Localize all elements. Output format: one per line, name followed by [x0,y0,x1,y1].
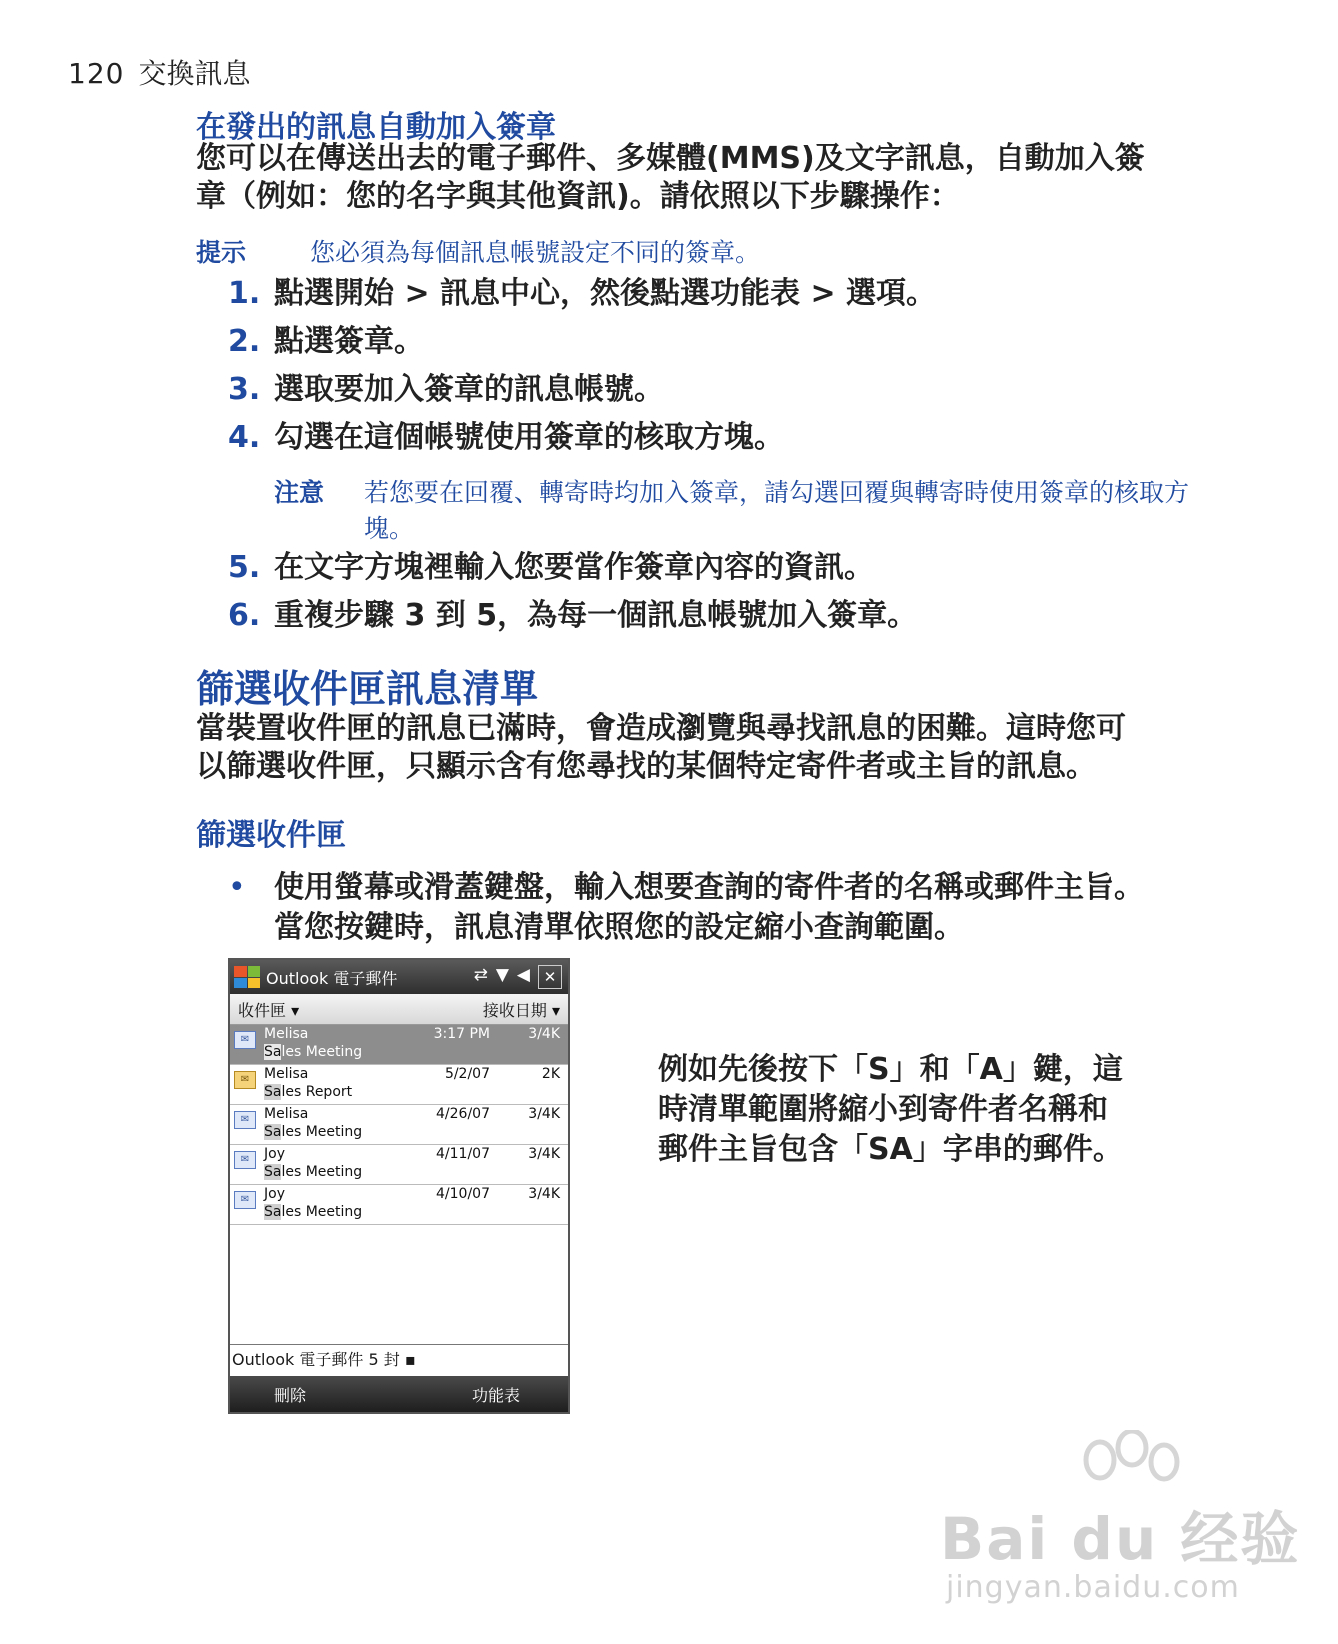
phone-title-bar [230,960,568,994]
open-envelope-icon: ✉ [234,1071,256,1089]
subject-highlight: Sa [264,1084,282,1100]
message-row[interactable] [230,1145,568,1185]
message-sender: Joy [264,1186,285,1202]
softkey-bar [230,1376,568,1412]
connectivity-icon[interactable]: ⇄ [473,965,488,985]
step-number: 1. [228,276,261,311]
message-subject [264,1164,362,1180]
step-text: 在文字方塊裡輸入您要當作簽章內容的資訊。 [274,550,874,585]
watermark-url: jingyan.baidu.com [946,1570,1240,1605]
menu-softkey[interactable]: 功能表 [471,1385,520,1405]
subject-rest: les Meeting [281,1124,363,1140]
subject-rest: les Meeting [281,1044,363,1060]
filter-intro-line-2: 以篩選收件匣，只顯示含有您尋找的某個特定寄件者或主旨的訊息。 [196,749,1096,784]
signal-icon[interactable]: ▼ [495,965,509,985]
note-label: 注意 [274,478,325,507]
step-text: 點選簽章。 [274,324,424,359]
step-text: 勾選在這個帳號使用簽章的核取方塊。 [274,420,784,455]
signature-intro-line-1: 您可以在傳送出去的電子郵件、多媒體(MMS)及文字訊息，自動加入簽 [196,141,1145,176]
section-title-filter: 篩選收件匣訊息清單 [196,667,539,711]
step-6 [228,590,917,634]
subject-rest: les Report [281,1084,353,1100]
filter-intro-line-1: 當裝置收件匣的訊息已滿時，會造成瀏覽與尋找訊息的困難。這時您可 [196,711,1126,746]
message-sender: Melisa [264,1026,309,1042]
message-row[interactable] [230,1105,568,1145]
message-size: 2K [541,1066,560,1082]
step-number: 5. [228,550,261,585]
subject-highlight: Sa [264,1204,282,1220]
step-number: 6. [228,598,261,633]
step-2 [228,316,424,360]
tip [196,233,760,269]
page-header [68,52,250,92]
subsection-title-filter-inbox: 篩選收件匣 [196,818,346,853]
message-size: 3/4K [528,1146,560,1162]
close-icon[interactable]: ✕ [538,965,562,989]
subject-highlight: Sa [264,1044,282,1060]
message-count-status[interactable]: Outlook 電子郵件 5 封 ▪ [230,1344,568,1376]
envelope-icon: ✉ [234,1151,256,1169]
step-number: 2. [228,324,261,359]
step-3 [228,364,664,408]
message-time: 4/10/07 [436,1186,490,1202]
message-subject [264,1204,362,1220]
step-number: 4. [228,420,261,455]
caption-line-2: 時清單範圍將縮小到寄件者名稱和 [658,1092,1108,1127]
bullet-text [274,868,1208,948]
envelope-icon: ✉ [234,1031,256,1049]
filter-intro [196,710,1196,786]
step-4 [228,412,784,456]
step-text: 重複步驟 3 到 5，為每一個訊息帳號加入簽章。 [274,598,918,633]
bullet-item [228,868,1208,948]
list-header [230,994,568,1025]
note [274,475,1194,547]
bullet-line-1: 使用螢幕或滑蓋鍵盤，輸入想要查詢的寄件者的名稱或郵件主旨。 [274,870,1144,905]
subject-highlight: Sa [264,1124,282,1140]
step-number: 3. [228,372,261,407]
message-size: 3/4K [528,1026,560,1042]
message-row[interactable] [230,1065,568,1105]
chapter-title: 交換訊息 [138,57,251,90]
page-number: 120 [68,57,125,90]
message-subject [264,1044,362,1060]
subject-rest: les Meeting [281,1204,363,1220]
subject-highlight: Sa [264,1164,282,1180]
message-size: 3/4K [528,1106,560,1122]
signature-intro [196,140,1196,216]
message-time: 4/26/07 [436,1106,490,1122]
sort-dropdown[interactable]: 接收日期 ▾ [482,1000,560,1020]
message-time: 3:17 PM [433,1026,490,1042]
folder-dropdown[interactable]: 收件匣 ▾ [238,1000,300,1020]
message-subject [264,1084,352,1100]
step-text: 點選開始 > 訊息中心，然後點選功能表 > 選項。 [274,276,937,311]
phone-screenshot [228,958,570,1414]
section-title-signature: 在發出的訊息自動加入簽章 [196,110,556,145]
watermark-brand: Bai du 经验 [940,1505,1301,1573]
message-size: 3/4K [528,1186,560,1202]
app-title: Outlook 電子郵件 [266,968,398,988]
volume-icon[interactable]: ◀ [516,965,530,985]
caption-line-3: 郵件主旨包含「SA」字串的郵件。 [658,1132,1123,1167]
screenshot-caption [658,1050,1138,1170]
message-sender: Melisa [264,1106,309,1122]
step-1 [228,268,936,312]
step-text: 選取要加入簽章的訊息帳號。 [274,372,664,407]
signature-intro-line-2: 章（例如：您的名字與其他資訊)。請依照以下步驟操作： [196,179,960,214]
envelope-icon: ✉ [234,1111,256,1129]
message-row[interactable] [230,1025,568,1065]
subject-rest: les Meeting [281,1164,363,1180]
caption-line-1: 例如先後按下「S」和「A」鍵，這 [658,1052,1123,1087]
message-time: 4/11/07 [436,1146,490,1162]
bullet-dot: • [228,870,246,905]
delete-softkey[interactable]: 刪除 [274,1385,307,1405]
envelope-icon: ✉ [234,1191,256,1209]
tip-label: 提示 [196,238,247,267]
message-subject [264,1124,362,1140]
message-sender: Melisa [264,1066,309,1082]
note-text: 若您要在回覆、轉寄時均加入簽章，請勾選回覆與轉寄時使用簽章的核取方塊。 [364,478,1190,543]
message-row[interactable] [230,1185,568,1225]
tip-text: 您必須為每個訊息帳號設定不同的簽章。 [310,238,761,267]
message-time: 5/2/07 [444,1066,490,1082]
bullet-line-2: 當您按鍵時，訊息清單依照您的設定縮小查詢範圍。 [274,910,964,945]
message-sender: Joy [264,1146,285,1162]
windows-start-icon[interactable] [234,966,260,988]
step-5 [228,542,874,586]
